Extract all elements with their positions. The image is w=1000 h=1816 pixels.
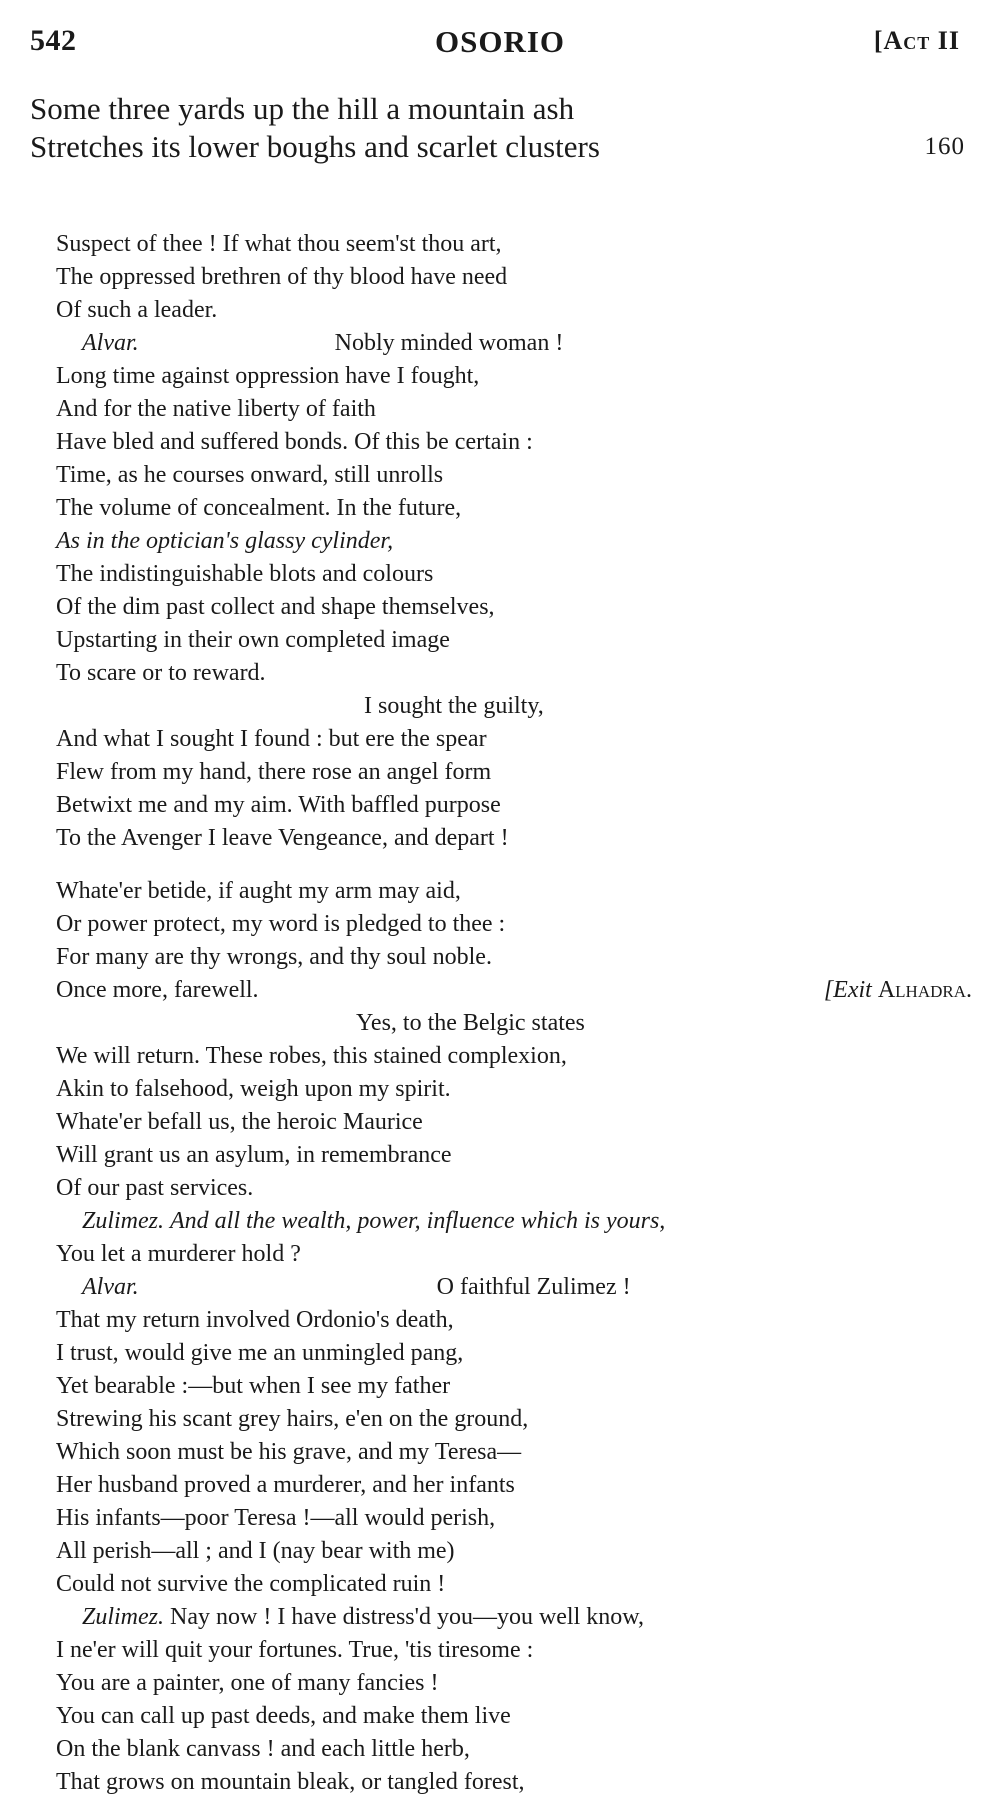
verse-line: [56, 1205, 986, 1238]
verse-text: Or power protect, my word is pledged to thee :: [56, 911, 506, 937]
verse-text: Nay now ! I have distress'd you—you well know,: [170, 1604, 645, 1630]
verse-text: Flew from my hand, there rose an angel form: [56, 759, 492, 785]
verse-line: [56, 1601, 986, 1634]
verse-text: You let a murderer hold ?: [56, 1241, 301, 1267]
verse-line: [56, 624, 986, 657]
verse-line: [56, 789, 986, 822]
verse-line: [56, 657, 986, 690]
page-number: 542: [30, 24, 77, 57]
verse-text: The oppressed brethren of thy blood have need: [56, 264, 508, 290]
verse-text: Yes, to the Belgic states: [356, 1010, 585, 1036]
verse-line: [56, 1700, 986, 1733]
running-title: OSORIO: [434, 24, 566, 59]
verse-line: [56, 1337, 986, 1370]
verse-text: His infants—poor Teresa !—all would perish,: [56, 1505, 496, 1531]
verse-line: [56, 756, 986, 789]
verse-text: Strewing his scant grey hairs, e'en on the ground,: [56, 1406, 529, 1432]
verse-line: [56, 360, 986, 393]
verse-text: Her husband proved a murderer, and her infants: [56, 1472, 515, 1498]
verse-text: To the Avenger I leave Vengeance, and depart !: [56, 825, 509, 851]
verse-text: Suspect of thee ! If what thou seem'st thou art,: [56, 231, 502, 257]
verse-line: [56, 875, 986, 908]
stage-direction-exit: [Exit: [823, 977, 872, 1003]
verse-text: Akin to falsehood, weigh upon my spirit.: [56, 1076, 451, 1102]
speaker-name: Zulimez.: [82, 1604, 165, 1630]
line-number: 160: [924, 133, 965, 160]
verse-line: [56, 1238, 986, 1271]
verse-block: [56, 228, 986, 1799]
verse-text: To scare or to reward.: [56, 660, 266, 686]
verse-line: [56, 908, 986, 941]
verse-line: [56, 558, 986, 591]
verse-text: Have bled and suffered bonds. Of this be certain :: [56, 429, 533, 455]
verse-text: The volume of concealment. In the future,: [56, 495, 462, 521]
verse-text: Could not survive the complicated ruin !: [56, 1571, 446, 1597]
verse-text: Of such a leader.: [56, 297, 218, 323]
verse-text: The indistinguishable blots and colours: [56, 561, 434, 587]
verse-line: [56, 1370, 986, 1403]
verse-text: Whate'er betide, if aught my arm may aid,: [56, 878, 461, 904]
verse-line: [56, 1766, 986, 1799]
verse-text: Nobly minded woman !: [334, 330, 564, 356]
verse-line: [56, 1502, 986, 1535]
verse-line: [56, 1667, 986, 1700]
verse-text: We will return. These robes, this stained complexion,: [56, 1043, 567, 1069]
verse-text: For many are thy wrongs, and thy soul noble.: [56, 944, 492, 970]
verse-line: [56, 1106, 986, 1139]
verse-line: [56, 1073, 986, 1106]
verse-line: [56, 1271, 986, 1304]
verse-line: [56, 1304, 986, 1337]
verse-line: [56, 393, 986, 426]
verse-text: And what I sought I found : but ere the spear: [56, 726, 487, 752]
verse-line: [56, 974, 986, 1007]
speaker-name: Alvar.: [82, 1274, 139, 1300]
intro-line: [30, 90, 970, 128]
verse-line: [56, 1040, 986, 1073]
verse-text: You can call up past deeds, and make them live: [56, 1703, 511, 1729]
verse-text: All perish—all ; and I (nay bear with me): [56, 1538, 455, 1564]
verse-text: Which soon must be his grave, and my Teresa—: [56, 1439, 522, 1465]
page-header: [0, 24, 1000, 64]
intro-line: [30, 128, 970, 166]
verse-text: And all the wealth, power, influence which is yours,: [170, 1208, 666, 1234]
verse-line: [56, 941, 986, 974]
verse-line: [56, 1469, 986, 1502]
verse-text: And for the native liberty of faith: [56, 396, 376, 422]
verse-text: That my return involved Ordonio's death,: [56, 1307, 454, 1333]
speaker-name: Alvar.: [82, 330, 139, 356]
verse-text: O faithful Zulimez !: [436, 1274, 631, 1300]
verse-line: [56, 690, 986, 723]
verse-line: [56, 1634, 986, 1667]
verse-line: [56, 1535, 986, 1568]
verse-text: Of our past services.: [56, 1175, 254, 1201]
verse-line: [56, 261, 986, 294]
verse-text: Will grant us an asylum, in remembrance: [56, 1142, 452, 1168]
verse-line: [56, 723, 986, 756]
verse-text: On the blank canvass ! and each little herb,: [56, 1736, 470, 1762]
verse-line: [56, 1436, 986, 1469]
verse-line: [56, 492, 986, 525]
verse-text: Upstarting in their own completed image: [56, 627, 450, 653]
act-label: [Act II: [873, 26, 960, 55]
stage-direction-character: Alhadra.: [877, 977, 972, 1003]
stanza-break: [56, 855, 986, 875]
verse-text: I ne'er will quit your fortunes. True, 'tis tiresome :: [56, 1637, 534, 1663]
verse-text: Long time against oppression have I fought,: [56, 363, 480, 389]
stage-direction: [824, 974, 972, 1007]
verse-line: [56, 459, 986, 492]
verse-text: Whate'er befall us, the heroic Maurice: [56, 1109, 423, 1135]
verse-text: Betwixt me and my aim. With baffled purpose: [56, 792, 501, 818]
speaker-name: Zulimez.: [82, 1208, 165, 1234]
verse-line: [56, 1139, 986, 1172]
intro-line-text: Stretches its lower boughs and scarlet clusters: [30, 129, 600, 164]
verse-line: [56, 591, 986, 624]
verse-text: That grows on mountain bleak, or tangled forest,: [56, 1769, 525, 1795]
verse-text: I sought the guilty,: [364, 693, 544, 719]
verse-text: I trust, would give me an unmingled pang,: [56, 1340, 464, 1366]
verse-line: [56, 1403, 986, 1436]
verse-line: [56, 1733, 986, 1766]
verse-text: You are a painter, one of many fancies !: [56, 1670, 439, 1696]
verse-line: [56, 228, 986, 261]
verse-line: [56, 1172, 986, 1205]
verse-text: Once more, farewell.: [56, 977, 259, 1003]
verse-text: Of the dim past collect and shape themselves,: [56, 594, 495, 620]
intro-stanza: [30, 90, 970, 166]
verse-text: Time, as he courses onward, still unrolls: [56, 462, 444, 488]
verse-line: [56, 525, 986, 558]
verse-line: [56, 426, 986, 459]
verse-line: [56, 1007, 986, 1040]
verse-line: [56, 1568, 986, 1601]
verse-line: [56, 327, 986, 360]
intro-line-text: Some three yards up the hill a mountain ash: [30, 91, 575, 126]
verse-text: As in the optician's glassy cylinder,: [56, 528, 394, 554]
verse-line: [56, 822, 986, 855]
verse-line: [56, 294, 986, 327]
verse-text: Yet bearable :—but when I see my father: [56, 1373, 451, 1399]
